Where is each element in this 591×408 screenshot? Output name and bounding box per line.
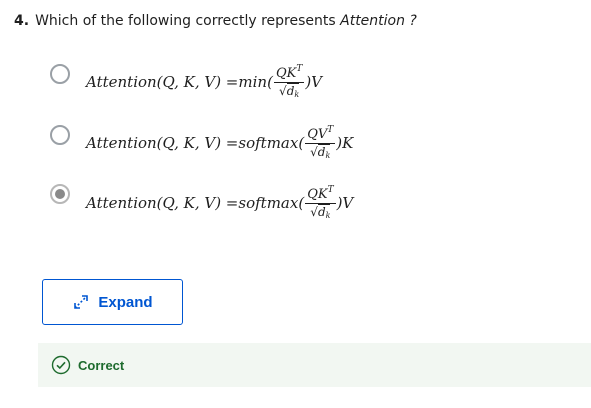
question-text-italic: Attention ?	[340, 13, 417, 29]
formula-tail: )K	[336, 134, 354, 152]
formula-lhs: Attention(Q, K, V) =	[86, 73, 239, 91]
formula-fraction	[305, 123, 335, 163]
feedback-label: Correct	[78, 357, 125, 373]
fraction-numerator: QK	[307, 187, 328, 202]
check-circle-icon	[51, 355, 71, 375]
numerator-superscript: T	[327, 185, 334, 195]
formula-fraction	[274, 62, 304, 102]
sqrt-icon: √	[279, 84, 287, 98]
sqrt-icon: √	[310, 145, 318, 159]
fraction-denominator: d	[317, 145, 326, 159]
radio-button-selected[interactable]	[50, 184, 70, 204]
answer-option-3[interactable]	[50, 181, 470, 231]
formula-lhs: Attention(Q, K, V) =	[86, 194, 239, 212]
formula-tail: )V	[336, 194, 354, 212]
numerator-superscript: T	[296, 64, 303, 74]
formula-lhs: Attention(Q, K, V) =	[86, 134, 239, 152]
question-text: Which of the following correctly represents	[35, 13, 341, 29]
sqrt-icon: √	[310, 205, 318, 219]
denominator-subscript: k	[294, 90, 300, 99]
question-number: 4.	[14, 13, 30, 29]
answer-option-1[interactable]	[50, 60, 470, 110]
formula-func: min(	[238, 73, 273, 91]
option-formula	[86, 123, 353, 163]
radio-button[interactable]	[50, 125, 70, 145]
fraction-numerator: QK	[275, 66, 297, 81]
fraction-denominator: d	[317, 205, 326, 219]
expand-arrows-icon	[72, 293, 90, 311]
option-formula	[86, 62, 322, 102]
formula-func: softmax(	[238, 194, 305, 212]
formula-fraction	[305, 183, 335, 223]
expand-button[interactable]	[42, 279, 183, 325]
option-formula	[86, 183, 353, 223]
feedback-banner	[38, 343, 591, 387]
denominator-subscript: k	[325, 211, 331, 220]
fraction-denominator: d	[286, 84, 295, 98]
formula-tail: )V	[305, 73, 323, 91]
denominator-subscript: k	[325, 151, 331, 160]
radio-button[interactable]	[50, 64, 70, 84]
expand-button-label: Expand	[98, 293, 153, 311]
formula-func: softmax(	[238, 134, 305, 152]
numerator-superscript: T	[327, 125, 334, 135]
answer-option-2[interactable]	[50, 121, 470, 171]
question-prompt	[14, 13, 417, 29]
fraction-numerator: QV	[307, 127, 328, 142]
